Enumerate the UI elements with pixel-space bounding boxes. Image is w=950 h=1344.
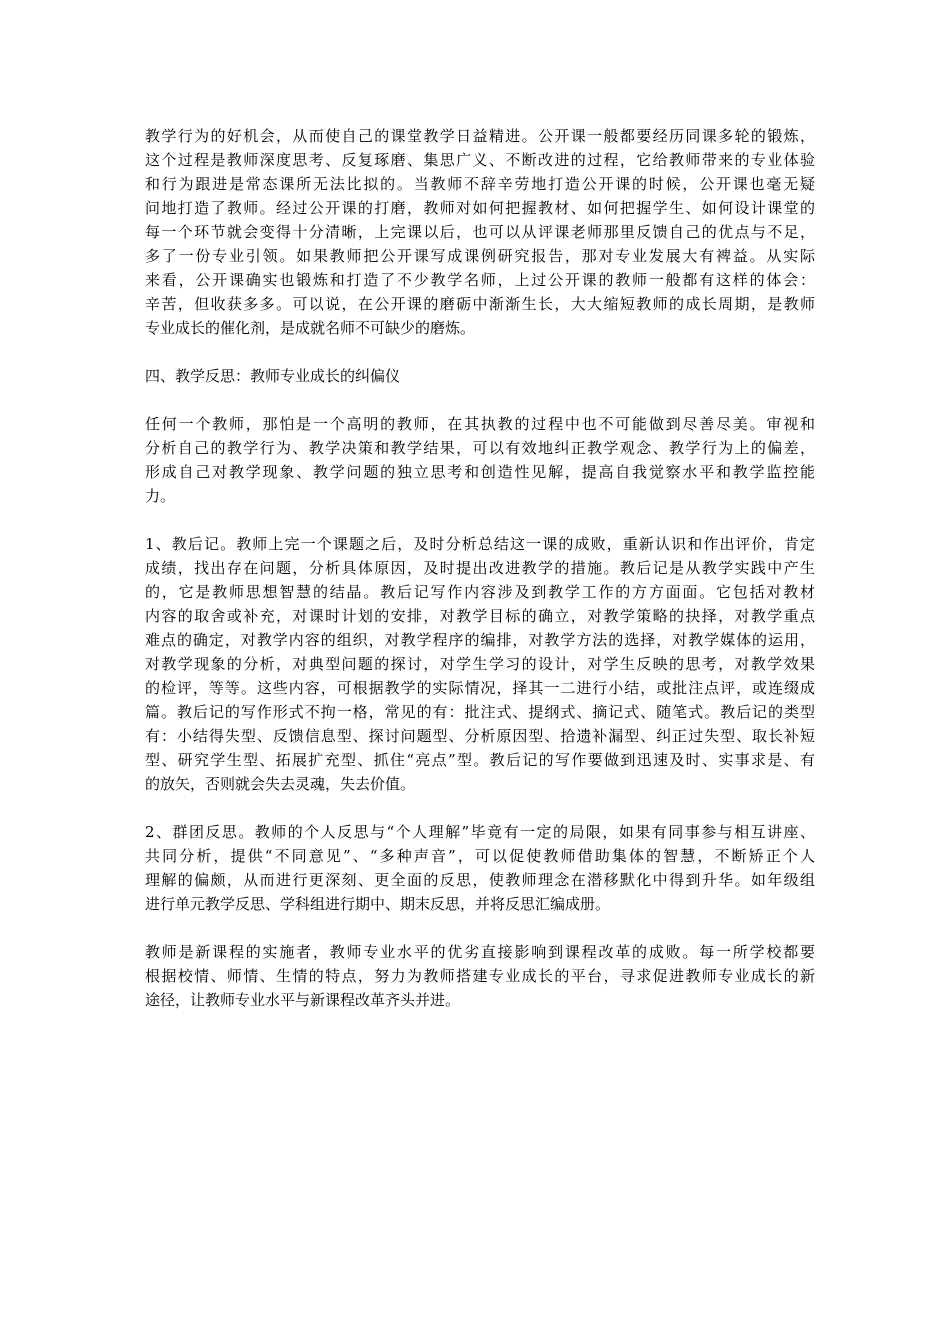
text-line: 2、群团反思。教师的个人反思与“个人理解”毕竟有一定的局限，如果有同事参与相互讲座、: [145, 823, 815, 841]
text-line: 成绩，找出存在问题，分析具体原因，及时提出改进教学的措施。教后记是从教学实践中产生: [145, 559, 815, 577]
text-line: 专业成长的催化剂，是成就名师不可缺少的磨炼。: [145, 319, 476, 337]
text-line: 共同分析，提供“不同意见”、“多种声音”，可以促使教师借助集体的智慧，不断矫正个人: [145, 847, 815, 865]
document-body: [145, 124, 815, 1036]
text-line: 分析自己的教学行为、教学决策和教学结果，可以有效地纠正教学观念、教学行为上的偏差，: [145, 439, 815, 457]
paragraph-group-reflection: [145, 820, 815, 916]
text-line: 途径，让教师专业水平与新课程改革齐头并进。: [145, 991, 461, 1009]
paragraph-public-lesson: [145, 124, 815, 340]
text-line: 难点的确定，对教学内容的组织，对教学程序的编排，对教学方法的选择，对教学媒体的运用，: [145, 631, 815, 649]
text-line: 多了一份专业引领。如果教师把公开课写成课例研究报告，那对专业发展大有裨益。从实际: [145, 247, 815, 265]
text-line: 力。: [145, 487, 176, 505]
text-line: 任何一个教师，那怕是一个高明的教师，在其执教的过程中也不可能做到尽善尽美。审视和: [145, 415, 815, 433]
section-heading-reflection: [145, 364, 815, 388]
paragraph-conclusion: [145, 940, 815, 1012]
heading-text: 四、教学反思：教师专业成长的纠偏仪: [145, 367, 401, 385]
text-line: 有：小结得失型、反馈信息型、探讨问题型、分析原因型、拾遗补漏型、纠正过失型、取长补短: [145, 727, 815, 745]
text-line: 的，它是教师思想智慧的结晶。教后记写作内容涉及到教学工作的方方面面。它包括对教材: [145, 583, 815, 601]
text-line: 问地打造了教师。经过公开课的打磨，教师对如何把握教材、如何把握学生、如何设计课堂的: [145, 199, 815, 217]
text-line: 型、研究学生型、拓展扩充型、抓住“亮点”型。教后记的写作要做到迅速及时、实事求是、有: [145, 751, 815, 769]
text-line: 每一个环节就会变得十分清晰，上完课以后，也可以从评课老师那里反馈自己的优点与不足，: [145, 223, 815, 241]
text-line: 的放矢，否则就会失去灵魂，失去价值。: [145, 775, 416, 793]
text-line: 的检评，等等。这些内容，可根据教学的实际情况，择其一二进行小结，或批注点评，或连缀成: [145, 679, 815, 697]
paragraph-reflection-intro: [145, 412, 815, 508]
text-line: 这个过程是教师深度思考、反复琢磨、集思广义、不断改进的过程，它给教师带来的专业体验: [145, 151, 815, 169]
text-line: 1、教后记。教师上完一个课题之后，及时分析总结这一课的成败，重新认识和作出评价，肯定: [145, 535, 815, 553]
text-line: 根据校情、师情、生情的特点，努力为教师搭建专业成长的平台，寻求促进教师专业成长的新: [145, 967, 815, 985]
text-line: 进行单元教学反思、学科组进行期中、期末反思，并将反思汇编成册。: [145, 895, 611, 913]
text-line: 和行为跟进是常态课所无法比拟的。当教师不辞辛劳地打造公开课的时候，公开课也毫无疑: [145, 175, 815, 193]
text-line: 对教学现象的分析，对典型问题的探讨，对学生学习的设计，对学生反映的思考，对教学效果: [145, 655, 815, 673]
text-line: 内容的取舍或补充，对课时计划的安排，对教学目标的确立，对教学策略的抉择，对教学重点: [145, 607, 815, 625]
text-line: 教师是新课程的实施者，教师专业水平的优劣直接影响到课程改革的成败。每一所学校都要: [145, 943, 815, 961]
text-line: 辛苦，但收获多多。可以说，在公开课的磨砺中渐渐生长，大大缩短教师的成长周期，是教师: [145, 295, 815, 313]
text-line: 来看，公开课确实也锻炼和打造了不少教学名师，上过公开课的教师一般都有这样的体会：: [145, 271, 815, 289]
text-line: 形成自己对教学现象、教学问题的独立思考和创造性见解，提高自我觉察水平和教学监控能: [145, 463, 815, 481]
text-line: 理解的偏颇，从而进行更深刻、更全面的反思，使教师理念在潜移默化中得到升华。如年级组: [145, 871, 815, 889]
text-line: 篇。教后记的写作形式不拘一格，常见的有：批注式、提纲式、摘记式、随笔式。教后记的类型: [145, 703, 815, 721]
paragraph-post-lesson-notes: [145, 532, 815, 796]
text-line: 教学行为的好机会，从而使自己的课堂教学日益精进。公开课一般都要经历同课多轮的锻炼，: [145, 127, 815, 145]
